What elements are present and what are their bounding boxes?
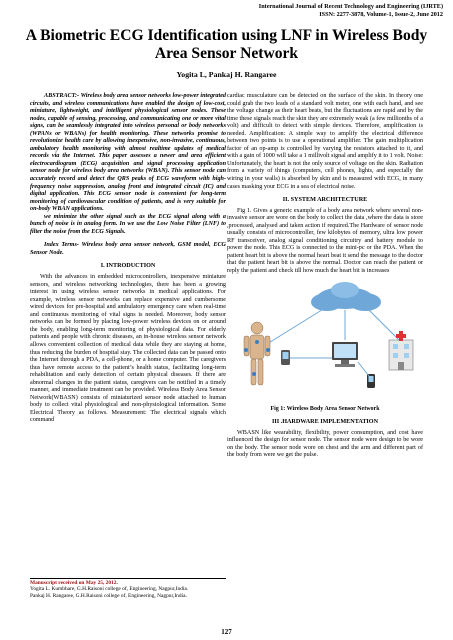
figure-caption: Fig 1: Wireless Body Area Sensor Network [270, 405, 380, 412]
human-body-icon [244, 322, 270, 385]
figure-wbasn [227, 278, 423, 402]
footnote [30, 578, 226, 599]
measurement-paragraph: cardiac musculature can be detected on the surface of the skin. In theory one could grab the two leads of a standard volt meter, one with each hand, and see the voltage change as their heart beats, but the fluctuations are rapid and by the time these signals reach the skin they are extremely weak (a few millionths of a volt) and difficult to detect with simple devices. Therefore, amplification is needed. Amplification: A simple way to amplify the electrical difference between two points is to use a operational amplifier. The gain multiplication factor of an op-amp is controlled by varying the resistors attached to it, and with a gain of 1000 will take a 1 millivolt signal and amplify it to 1 volt. Noise: Unfortunately, the heart is not the only source of voltage on the skin. Radiation from a variety of things (computers, cell phones, lights, and especially the wiring in your walls) is absorbed by skin and is measured with ECG, in many cases masking your ECG in a sea of electrical noise. [227, 93, 423, 190]
paper-authors: Yogita L, Pankaj H. Rangaree [176, 70, 277, 79]
index-terms: Index Terms- Wireless body area sensor network, GSM model, ECG Sensor Node. [30, 242, 226, 256]
abstract-text: Wireless body area sensor networks low-power integrated circuits, and wireless communications have enabled the design of low-cost, miniature, lightweight, and intelligent physiological sensor nodes. These nodes, capable of sensing, processing, and communicating one or more vital signs, can be seamlessly integrated into wireless personal or body networks (WPANs or WBANs) for health monitoring. These networks promise to revolutionize health care by allowing inexpensive, non-invasive, continuous, ambulatory health monitoring with almost realtime updates of medical records via the Internet. This paper assesses a newer and area efficient electrocardiogram (ECG) acquisition and signal processing application sensor node for wireless body area networks (WBAN). This sensor node can accurately record and detect the QRS peaks of ECG waveform with high-frequency noise suppression, analog front and integrated circuit (IC) and digital application. This ECG sensor node is convenient for long-term monitoring of cardiovascular condition of patients, and is very suitable for on-body WBAN applications. [30, 93, 226, 213]
page-number: 127 [221, 628, 232, 636]
hospital-server-icon [389, 331, 413, 370]
section-architecture-heading: II. SYSTEM ARCHITECTURE [282, 197, 368, 204]
abstract-label: ABSTRACT:- [44, 93, 80, 99]
cell-phone-icon [367, 374, 375, 388]
wbasn-diagram [227, 278, 423, 402]
computer-icon [332, 342, 358, 367]
journal-issn: ISSN: 2277-3878, Volume-1, Issue-2, June 2012 [319, 10, 443, 18]
hardware-paragraph: WBASN like wearability, flexibility, power consumption, and cost have influenced the design for sensor node. The sensor node were design to be wore on the body. The sensor node wore on chest and the arm and different part of the body from were we get the pulse. [227, 429, 423, 459]
section-hardware-heading: III .HARDWARE IMPLEMENTATION [271, 419, 379, 426]
section-introduction-heading: I. INTRODUCTION [100, 263, 156, 270]
footnote-author-2: Pankaj H. Rangaree, G.H.Raisoni college of, Engineering, Nagpur,India. [30, 592, 187, 599]
abstract [30, 93, 226, 214]
cloud-icon [311, 282, 381, 311]
right-column [227, 93, 423, 460]
paper-title: A Biometric ECG Identification using LNF in Wireless Body Area Sensor Network [25, 27, 428, 62]
left-column [30, 93, 226, 425]
journal-name: International Journal of Recent Technology and Engineering (IJRTE) [258, 3, 443, 10]
footnote-received: Manuscript received on May 25, 2012. [30, 580, 118, 586]
footnote-author-1: Yogita L. Kumbhare, G.H.Raisoni college of, Engineering, Nagpur,India. [30, 586, 189, 593]
pda-icon [281, 350, 290, 365]
abstract-text-2: we minimize the other signal such as the ECG signal along with a bunch of noise is in analog form. In we use the Low Noise Filter (LNF) to filter the noise from the ECG Signals. [30, 213, 226, 235]
journal-header [259, 3, 443, 18]
phone-link [358, 362, 369, 376]
introduction-paragraph: With the advances in embedded microcontrollers, inexpensive miniature sensors, and wireless networking technologies, there has been a growing interest in using wireless sensor networks in medical applications. For example, wireless sensor networks can replace expensive and cumbersome wired devices for pre-hospital and ambulatory emergency care when real-time and continuous monitoring of vital signs is needed. Moreover, body sensor networks can be formed by placing low-power wireless devices on or around the body, enabling long-term monitoring of physiological data. For elderly patients and people with chronic diseases, an in-house wireless sensor network allows convenient collection of medical data while they are staying at home, thus reducing the burden of hospital stay. The collected data can be passed onto the Internet through a PDA, a cell-phone, or a home computer. The caregivers thus have remote access to the patient’s health status, facilitating long-term rehabilitation and early detection of certain physical diseases. If there are abnormal changes in the patient status, caregivers can be notified in a timely manner, and immediate treatment can be provided. Wireless Body Area Sensor Network(WBASN) consists of miniaturized sensor node attached to human body to collect vital physiological and non-physiological information. Some Electrical Theory as follows. Measurement: The electrical signals which command [30, 274, 226, 424]
architecture-paragraph: Fig 1. Gives a generic example of a body area network where several non-invasive sensor are wore on the body to collect the data ,where the data is store ,processed, analysed and taken action if required.The Hardware of sensor node usually consists of microcontroller, few kilobytes of memory, ultra low power RF transceiver, analog signal conditioning circuitry and battery module to power the node. This ECG is connected to the mini-pc or the PDA. When the patient heart bit is above the normal heart beat it send the message to the doctor that the patient heart bit is above the normal. Doctor can reach the patient or reply the patient and check till how much the heart bit is increases [227, 207, 423, 275]
